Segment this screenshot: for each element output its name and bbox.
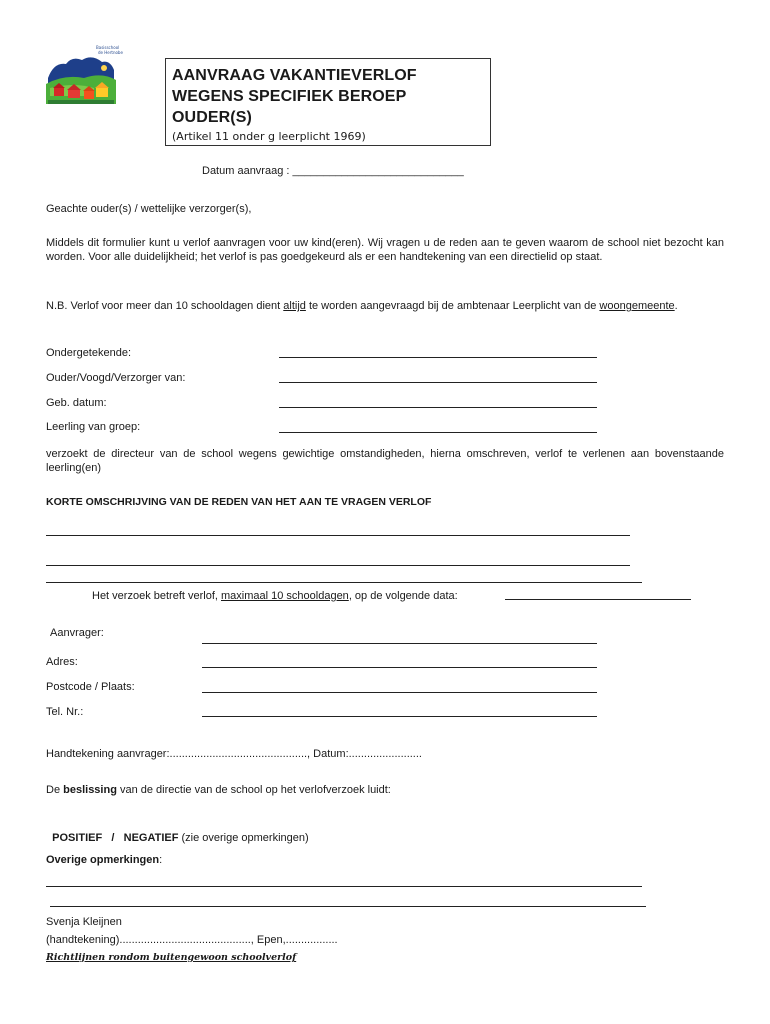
decision-text bbox=[46, 784, 391, 796]
applicant-label: Aanvrager: bbox=[50, 627, 104, 639]
period-text-start: Het verzoek betreft verlof, bbox=[92, 590, 221, 602]
parent-label: Ouder/Voogd/Verzorger van: bbox=[46, 372, 186, 384]
note-emphasis: altijd bbox=[283, 300, 306, 312]
period-max-days: maximaal 10 schooldagen bbox=[221, 590, 349, 602]
period-text bbox=[92, 590, 458, 602]
remarks-label: Overige opmerkingen bbox=[46, 854, 160, 866]
director-signature-line[interactable]: (handtekening)..........................................., Epen,................. bbox=[46, 934, 338, 946]
reason-line-3[interactable] bbox=[46, 582, 642, 583]
date-request-field[interactable]: Datum aanvraag : ____________________________ bbox=[202, 165, 464, 177]
birth-date-field[interactable] bbox=[279, 407, 597, 408]
parent-field[interactable] bbox=[279, 382, 597, 383]
remarks-colon: : bbox=[159, 854, 163, 866]
page-title-line-2: WEGENS SPECIFIEK BEROEP bbox=[172, 88, 407, 105]
address-field[interactable] bbox=[202, 667, 597, 668]
reason-line-2[interactable] bbox=[46, 565, 630, 566]
svg-text:de Hertnobe: de Hertnobe bbox=[98, 50, 123, 55]
remarks-heading bbox=[46, 854, 162, 866]
school-logo bbox=[44, 44, 123, 108]
guidelines-link[interactable]: Richtlijnen rondom buitengewoon schoolverlof bbox=[46, 952, 297, 963]
page-title-line-1: AANVRAAG VAKANTIEVERLOF bbox=[172, 67, 417, 84]
applicant-field[interactable] bbox=[202, 643, 597, 644]
undersigned-label: Ondergetekende: bbox=[46, 347, 132, 359]
period-text-end: , op de volgende data: bbox=[348, 590, 458, 602]
page-subtitle: (Artikel 11 onder g leerplicht 1969) bbox=[172, 130, 366, 143]
reason-heading: KORTE OMSCHRIJVING VAN DE REDEN VAN HET AAN TE VRAGEN VERLOF bbox=[46, 496, 432, 508]
period-dates-field[interactable] bbox=[505, 599, 691, 600]
undersigned-field[interactable] bbox=[279, 357, 597, 358]
director-name: Svenja Kleijnen bbox=[46, 916, 122, 928]
note-paragraph bbox=[46, 299, 724, 313]
postcode-field[interactable] bbox=[202, 692, 597, 693]
applicant-signature-line[interactable]: Handtekening aanvrager:............................................., Datum:........................ bbox=[46, 748, 422, 760]
reason-line-1[interactable] bbox=[46, 535, 630, 536]
title-box bbox=[165, 58, 491, 146]
note-end: . bbox=[674, 300, 678, 312]
group-label: Leerling van groep: bbox=[46, 421, 141, 433]
page-title-line-3: OUDER(S) bbox=[172, 109, 252, 126]
decision-emphasis: beslissing bbox=[63, 784, 117, 796]
phone-field[interactable] bbox=[202, 716, 597, 717]
intro-paragraph: Middels dit formulier kunt u verlof aanvragen voor uw kind(eren). Wij vragen u de reden aan te geven waarom de school niet bezocht kan worden. Voor alle duidelijkheid; het verlof is pas goedgekeurd als er een handtekening van een directielid op staat. bbox=[46, 237, 724, 263]
positive-negative-label: POSITIEF / NEGATIEF bbox=[52, 832, 179, 844]
note-municipality: woongemeente bbox=[599, 300, 675, 312]
postcode-label: Postcode / Plaats: bbox=[46, 681, 135, 693]
address-label: Adres: bbox=[46, 656, 78, 668]
phone-label: Tel. Nr.: bbox=[46, 706, 84, 718]
decision-text-end: van de directie van de school op het verlofverzoek luidt: bbox=[116, 784, 391, 796]
birth-date-label: Geb. datum: bbox=[46, 397, 107, 409]
positive-negative-choice[interactable] bbox=[46, 820, 309, 844]
note-text: N.B. Verlof voor meer dan 10 schooldagen dient bbox=[46, 300, 284, 312]
remarks-line-2[interactable] bbox=[50, 906, 646, 907]
see-remarks-note: (zie overige opmerkingen) bbox=[178, 832, 309, 844]
group-field[interactable] bbox=[279, 432, 597, 433]
remarks-line-1[interactable] bbox=[46, 886, 642, 887]
request-paragraph: verzoekt de directeur van de school wegens gewichtige omstandigheden, hierna omschreven, verlof te verlenen aan bovenstaande leerling(en) bbox=[46, 448, 724, 474]
svg-text:Basisschool: Basisschool bbox=[96, 45, 120, 50]
decision-text-start: De bbox=[46, 784, 64, 796]
note-text-2: te worden aangevraagd bij de ambtenaar Leerplicht van de bbox=[305, 300, 600, 312]
salutation: Geachte ouder(s) / wettelijke verzorger(s), bbox=[46, 203, 252, 215]
